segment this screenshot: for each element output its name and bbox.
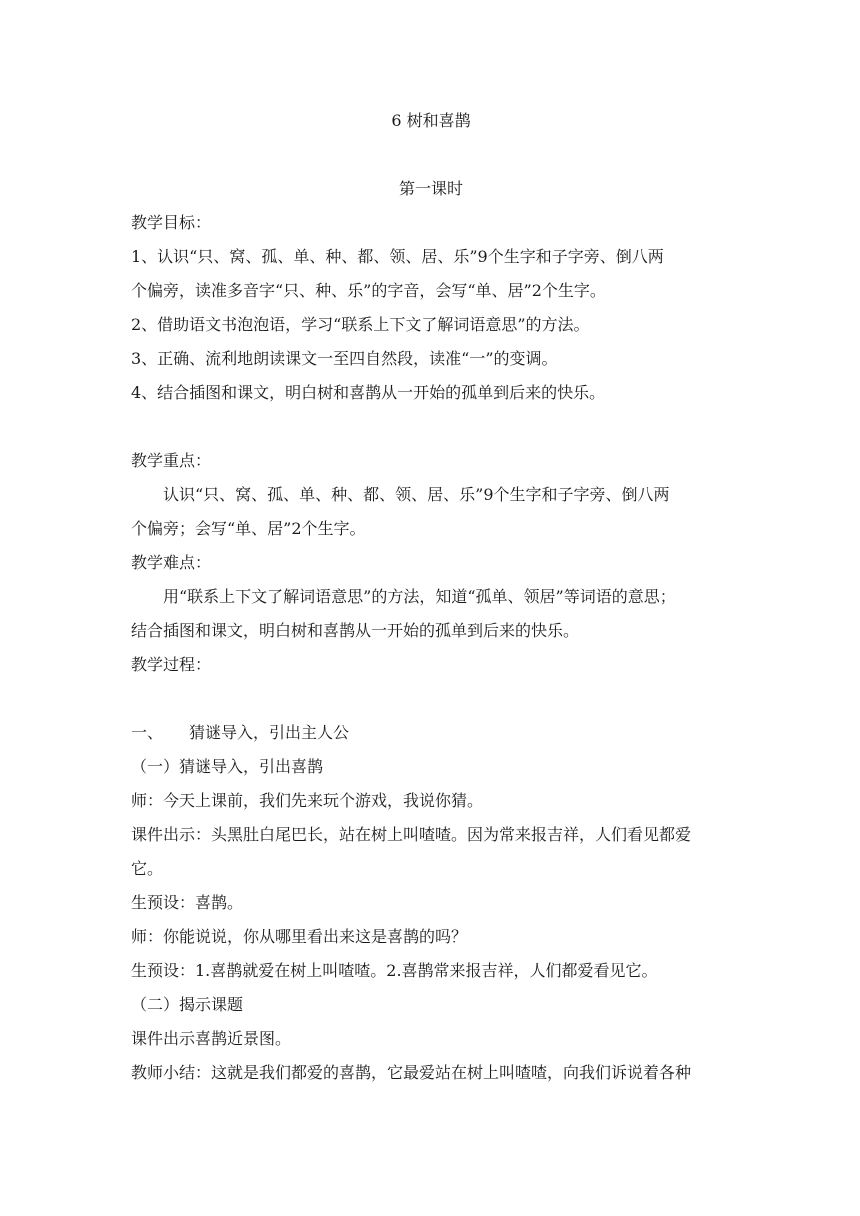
process-heading: 教学过程： [131, 655, 212, 674]
key-points-line: 认识“只、窝、孤、单、种、都、领、居、乐”9个生字和子字旁、倒八两 [163, 485, 670, 504]
goal-line: 3、正确、流利地朗读课文一至四自然段，读准“一”的变调。 [131, 349, 558, 368]
section-heading [131, 716, 731, 750]
paragraph: 它。 [131, 859, 164, 878]
goal-line: 1、认识“只、窝、孤、单、种、都、领、居、乐”9个生字和子字旁、倒八两 [131, 247, 664, 266]
difficult-points-heading: 教学难点： [131, 553, 212, 572]
section-title: 猜谜导入，引出主人公 [189, 723, 350, 742]
paragraph: 课件出示：头黑肚白尾巴长，站在树上叫喳喳。因为常来报吉祥，人们看见都爱 [131, 825, 692, 844]
difficult-points-line: 结合插图和课文，明白树和喜鹊从一开始的孤单到后来的快乐。 [131, 621, 580, 640]
paragraph: 课件出示喜鹊近景图。 [131, 1029, 292, 1048]
subsection-heading: （一）猜谜导入，引出喜鹊 [131, 757, 324, 776]
spacer [131, 410, 731, 444]
spacer [131, 138, 731, 172]
goal-line: 4、结合插图和课文，明白树和喜鹊从一开始的孤单到后来的快乐。 [131, 383, 606, 402]
document-title: 6 树和喜鹊 [391, 111, 471, 130]
subsection-heading: （二）揭示课题 [131, 995, 244, 1014]
paragraph: 教师小结：这就是我们都爱的喜鹊，它最爱站在树上叫喳喳，向我们诉说着各种 [131, 1063, 692, 1082]
goal-line: 个偏旁，读准多音字“只、种、乐”的字音，会写“单、居”2个生字。 [131, 281, 606, 300]
goal-line: 2、借助语文书泡泡语，学习“联系上下文了解词语意思”的方法。 [131, 315, 590, 334]
key-points-heading: 教学重点： [131, 451, 212, 470]
paragraph: 师：今天上课前，我们先来玩个游戏，我说你猜。 [131, 791, 484, 810]
goals-heading: 教学目标： [131, 213, 212, 232]
section-number: 一、 [131, 723, 164, 742]
paragraph: 生预设：1.喜鹊就爱在树上叫喳喳。2.喜鹊常来报吉祥，人们都爱看见它。 [131, 961, 658, 980]
paragraph: 生预设：喜鹊。 [131, 893, 244, 912]
document-body [131, 104, 731, 1090]
key-points-line: 个偏旁；会写“单、居”2个生字。 [131, 519, 366, 538]
difficult-points-line: 用“联系上下文了解词语意思”的方法，知道“孤单、领居”等词语的意思； [163, 587, 676, 606]
spacer [131, 682, 731, 716]
lesson-heading: 第一课时 [398, 179, 463, 198]
paragraph: 师：你能说说，你从哪里看出来这是喜鹊的吗？ [131, 927, 468, 946]
